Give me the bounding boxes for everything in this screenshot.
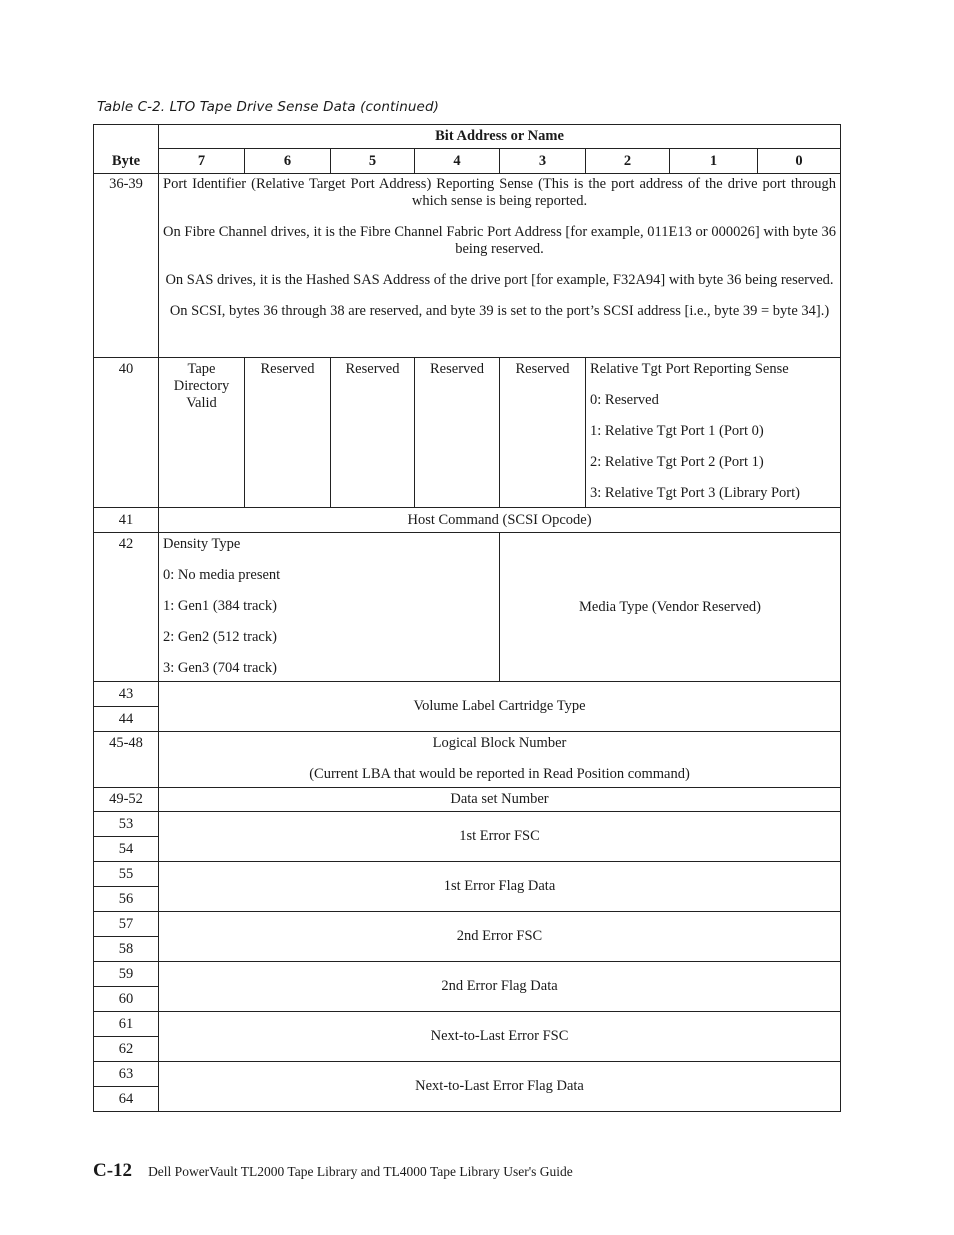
table-row bbox=[94, 1012, 841, 1037]
document-title: Dell PowerVault TL2000 Tape Library and TL4000 Tape Library User's Guide bbox=[148, 1164, 573, 1179]
first-error-flag-cell: 1st Error Flag Data bbox=[159, 862, 841, 912]
reserved-cell: Reserved bbox=[415, 358, 500, 508]
byte-cell: 42 bbox=[94, 533, 159, 682]
logical-block-note: (Current LBA that would be reported in Read Position command) bbox=[309, 766, 690, 782]
byte-cell: 36-39 bbox=[94, 174, 159, 358]
sense-data-table bbox=[93, 124, 841, 1112]
relative-port-option: 2: Relative Tgt Port 2 (Port 1) bbox=[590, 454, 764, 470]
density-option: 0: No media present bbox=[163, 567, 281, 583]
byte-cell: 61 bbox=[94, 1012, 159, 1037]
bit-header-6: 6 bbox=[245, 149, 331, 174]
host-command-cell: Host Command (SCSI Opcode) bbox=[159, 508, 841, 533]
header-bits-row bbox=[94, 149, 841, 174]
byte-cell: 49-52 bbox=[94, 788, 159, 812]
relative-port-option: 3: Relative Tgt Port 3 (Library Port) bbox=[590, 485, 800, 501]
byte-cell: 57 bbox=[94, 912, 159, 937]
relative-port-option: 0: Reserved bbox=[590, 392, 659, 408]
byte-cell: 56 bbox=[94, 887, 159, 912]
bit-header-2: 2 bbox=[586, 149, 670, 174]
byte-cell: 53 bbox=[94, 812, 159, 837]
density-type-cell bbox=[159, 533, 500, 682]
table-caption: Table C-2. LTO Tape Drive Sense Data (continued) bbox=[97, 99, 439, 115]
table-row bbox=[94, 788, 841, 812]
byte-cell: 44 bbox=[94, 707, 159, 732]
table-row bbox=[94, 682, 841, 707]
density-type-title: Density Type bbox=[163, 536, 241, 552]
page-footer bbox=[93, 1160, 573, 1182]
table-row bbox=[94, 862, 841, 887]
table-row bbox=[94, 1062, 841, 1087]
bit-header-7: 7 bbox=[159, 149, 245, 174]
bit-header-5: 5 bbox=[331, 149, 415, 174]
byte-cell: 63 bbox=[94, 1062, 159, 1087]
byte-cell: 45-48 bbox=[94, 732, 159, 788]
page-number: C-12 bbox=[93, 1160, 133, 1181]
fibre-channel-text: On Fibre Channel drives, it is the Fibre Channel Fabric Port Address [for example, 011E13 or 000026] with byte 36 being reserved. bbox=[163, 224, 837, 257]
table-row bbox=[94, 962, 841, 987]
byte-cell: 60 bbox=[94, 987, 159, 1012]
table-row bbox=[94, 358, 841, 508]
relative-port-sense-cell bbox=[586, 358, 841, 508]
second-error-fsc-cell: 2nd Error FSC bbox=[159, 912, 841, 962]
byte-cell: 59 bbox=[94, 962, 159, 987]
scsi-text: On SCSI, bytes 36 through 38 are reserved, and byte 39 is set to the port’s SCSI address [i.e., byte 39 = byte 34].) bbox=[169, 303, 830, 319]
byte-cell: 58 bbox=[94, 937, 159, 962]
byte-cell: 43 bbox=[94, 682, 159, 707]
bit-header-1: 1 bbox=[670, 149, 758, 174]
data-set-number-cell: Data set Number bbox=[159, 788, 841, 812]
table-row bbox=[94, 812, 841, 837]
table-row bbox=[94, 912, 841, 937]
bit-header-3: 3 bbox=[500, 149, 586, 174]
volume-label-cell: Volume Label Cartridge Type bbox=[159, 682, 841, 732]
tape-directory-valid-cell: Tape Directory Valid bbox=[159, 358, 245, 508]
media-type-cell: Media Type (Vendor Reserved) bbox=[500, 533, 841, 682]
table-row bbox=[94, 533, 841, 682]
relative-port-sense-title: Relative Tgt Port Reporting Sense bbox=[590, 361, 789, 377]
density-option: 3: Gen3 (704 track) bbox=[163, 660, 277, 676]
byte-cell: 41 bbox=[94, 508, 159, 533]
table-row bbox=[94, 174, 841, 358]
header-group-row bbox=[94, 125, 841, 149]
reserved-cell: Reserved bbox=[500, 358, 586, 508]
byte-cell: 64 bbox=[94, 1087, 159, 1112]
table-row bbox=[94, 508, 841, 533]
table-row bbox=[94, 732, 841, 788]
density-option: 2: Gen2 (512 track) bbox=[163, 629, 277, 645]
reserved-cell: Reserved bbox=[331, 358, 415, 508]
first-error-fsc-cell: 1st Error FSC bbox=[159, 812, 841, 862]
logical-block-title: Logical Block Number bbox=[432, 735, 567, 751]
byte-column-header: Byte bbox=[94, 125, 159, 174]
byte-cell: 40 bbox=[94, 358, 159, 508]
bit-header-0: 0 bbox=[758, 149, 841, 174]
density-option: 1: Gen1 (384 track) bbox=[163, 598, 277, 614]
sas-text: On SAS drives, it is the Hashed SAS Address of the drive port [for example, F32A94] with byte 36 being reserved. bbox=[165, 272, 834, 288]
port-identifier-text: Port Identifier (Relative Target Port Address) Reporting Sense (This is the port address of the drive port through which sense is being reported. bbox=[163, 176, 837, 209]
byte-cell: 55 bbox=[94, 862, 159, 887]
second-error-flag-cell: 2nd Error Flag Data bbox=[159, 962, 841, 1012]
reserved-cell: Reserved bbox=[245, 358, 331, 508]
logical-block-cell bbox=[159, 732, 841, 788]
bit-header-4: 4 bbox=[415, 149, 500, 174]
port-identifier-cell bbox=[159, 174, 841, 358]
relative-port-option: 1: Relative Tgt Port 1 (Port 0) bbox=[590, 423, 764, 439]
byte-cell: 62 bbox=[94, 1037, 159, 1062]
byte-cell: 54 bbox=[94, 837, 159, 862]
bit-address-header: Bit Address or Name bbox=[159, 125, 841, 149]
next-to-last-flag-cell: Next-to-Last Error Flag Data bbox=[159, 1062, 841, 1112]
next-to-last-fsc-cell: Next-to-Last Error FSC bbox=[159, 1012, 841, 1062]
